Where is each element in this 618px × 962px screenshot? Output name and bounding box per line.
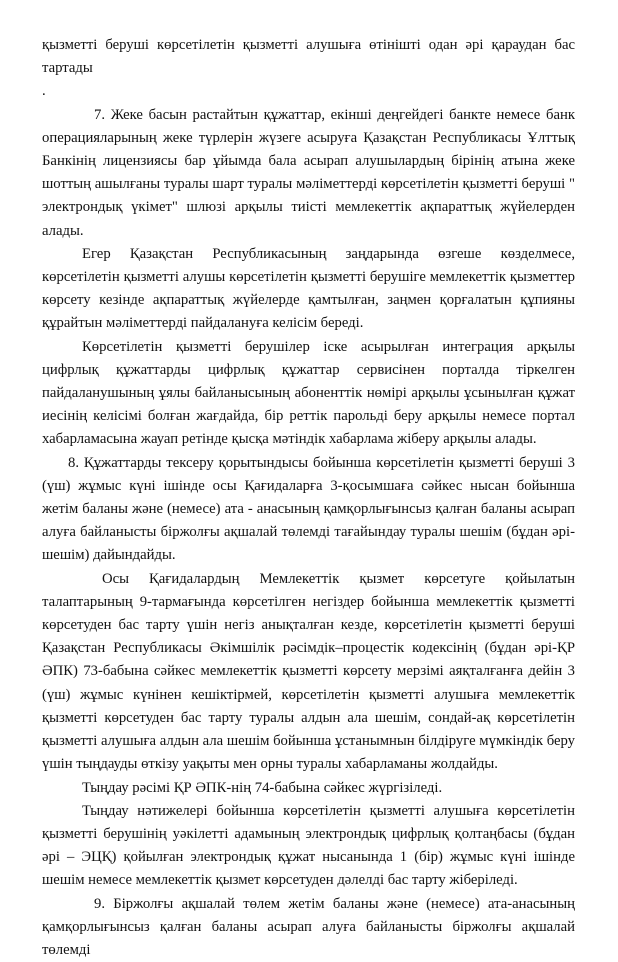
paragraph-continuation: қызметті беруші көрсетілетін қызметті алушыға өтінішті одан әрі қараудан бас тартады	[42, 37, 575, 77]
paragraph-orphan-period: .	[42, 83, 46, 100]
paragraph-item-8: 8. Құжаттарды тексеру қорытындысы бойынша көрсетілетін қызметті беруші 3 (үш) жұмыс күні ішінде осы Қағидаларға 3-қосымшаға сәйкес нысан бойынша жетім баланы және (немесе) ата - анасының қамқорлығынсыз қалған баланы асырап алуға байланысты біржолғы ақшалай төлемді тағайындау туралы шешім (бұдан әрі-шешім) дайындайды.	[42, 454, 575, 564]
paragraph-item-9: 9. Біржолғы ақшалай төлем жетім баланы және (немесе) ата-анасының қамқорлығынсыз қалған баланы асырап алуға байланысты біржолғы ақшалай төлемді	[42, 895, 575, 958]
paragraph-item-7: 7. Жеке басын растайтын құжаттар, екінші деңгейдегі банкте немесе банк операцияларының жеке түрлерін жүзеге асыруға Қазақстан Республикасы Ұлттық Банкінің лицензиясы бар ұйымда бала асырап алушылардың бірінің атына жеке шоттың ашылғаны туралы шарт туралы мәліметтерді көрсетілетін қызметті беруші " электрондық үкімет" шлюзі арқылы тиісті мемлекеттік ақпараттық жүйелерден алады.	[42, 106, 575, 239]
paragraph-refusal-grounds: Осы Қағидалардың Мемлекеттік қызмет көрсетуге қойылатын талаптарының 9-тармағында көрсетілген негіздер бойынша мемлекеттік қызметті көрсетуден бас тарту үшін негіз анықталған кезде, көрсетілетін қызметті беруші Қазақстан Республикасы Әкімшілік рәсімдік–процестік кодексінің (бұдан әрі-ҚР ӘПК) 73-бабына сәйкес мемлекеттік қызметті көрсету мерзімі аяқталғанға дейін 3 (үш) жұмыс күнінен кешіктірмей, көрсетілетін қызметті алушыға мемлекеттік қызметті көрсетуден бас тарту туралы алдын ала шешім, сондай-ақ көрсетілетін қызметті алушыға алдын ала шешім бойынша ұстанымнын білдіруге мүмкіндік беру үшін тыңдауды өткізу уақыты мен орны туралы хабарламаны жолдайды.	[42, 570, 575, 773]
paragraph-hearing-results: Тыңдау нәтижелері бойынша көрсетілетін қызметті алушыға көрсетілетін қызметті берушінің уәкілетті адамының электрондық цифрлық қолтаңбасы (бұдан әрі – ЭЦҚ) қойылған электрондық құжат нысанында 1 (бір) жұмыс күні ішінде шешім немесе мемлекеттік қызмет көрсетуден дәлелді бас тарту жіберіледі.	[42, 802, 575, 889]
paragraph-hearing-procedure: Тыңдау рәсімі ҚР ӘПК-нің 74-бабына сәйкес жүргізіледі.	[82, 779, 443, 796]
document-text-body	[42, 34, 575, 962]
paragraph-digital-documents: Көрсетілетін қызметті берушілер іске асырылған интеграция арқылы цифрлық құжаттарды цифрлық құжаттар сервисінен порталда тіркелген пайдаланушының ұялы байланысының абоненттік нөмірі арқылы ұсынылған құжат иесінің келісімі болған жағдайда, бір реттік парольді беру арқылы немесе портал хабарламасына жауап ретінде қысқа мәтіндік хабарлама жіберу арқылы алады.	[42, 338, 575, 448]
paragraph-eger-consent: Егер Қазақстан Республикасының заңдарында өзгеше көзделмесе, көрсетілетін қызметті алушы көрсетілетін қызметті берушіге мемлекеттік қызметтер көрсету кезінде ақпараттық жүйелерде қамтылған, заңмен қорғалатын құпияны құрайтын мәліметтерді пайдалануға келісім береді.	[42, 245, 575, 332]
